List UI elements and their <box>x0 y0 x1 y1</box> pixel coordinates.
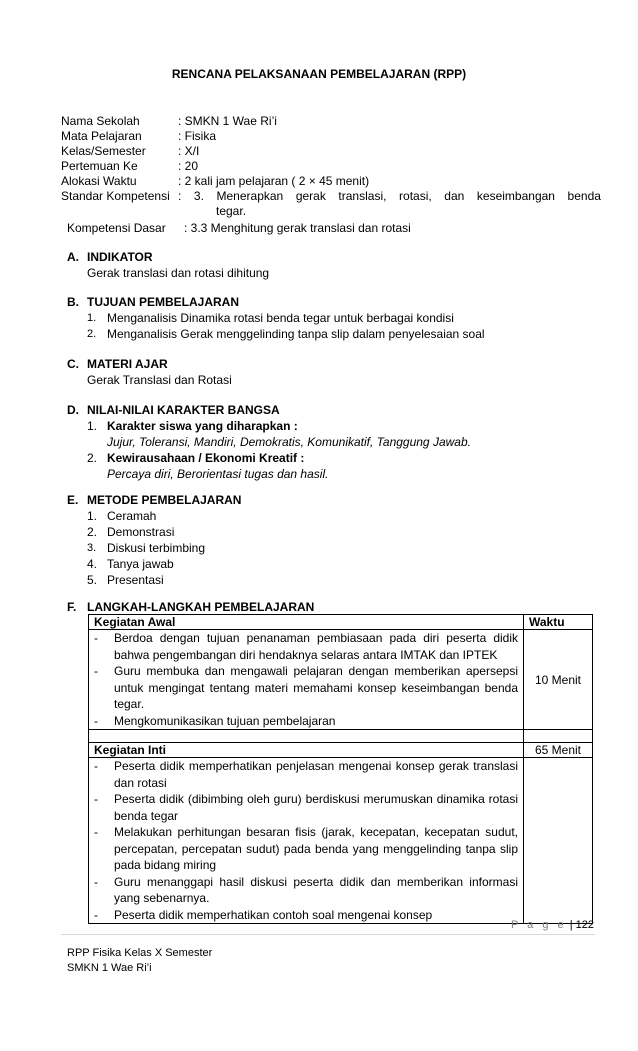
sk-word: : <box>178 189 182 203</box>
list-item <box>87 450 607 482</box>
activity-item <box>94 907 518 924</box>
list-text: Menganalisis Gerak menggelinding tanpa slip dalam penyelesaian soal <box>107 327 485 341</box>
bullet-dash: - <box>94 664 98 678</box>
table-row <box>89 630 593 730</box>
sk-word: Menerapkan <box>216 189 284 203</box>
page-title: RENCANA PELAKSANAAN PEMBELAJARAN (RPP) <box>171 67 467 81</box>
sk-word: gerak <box>295 189 326 203</box>
meta-value: : 2 kali jam pelajaran ( 2 × 45 menit) <box>178 174 370 188</box>
list-item <box>87 310 607 326</box>
section-letter: A. <box>67 250 79 264</box>
section-heading <box>67 402 607 418</box>
list-text: Presentasi <box>107 573 164 587</box>
meta-value: : 3.3 Menghitung gerak translasi dan rotasi <box>184 221 411 235</box>
waktu-header: Waktu <box>524 615 593 630</box>
list-text: Demonstrasi <box>107 525 175 539</box>
meta-value: : 20 <box>178 159 199 173</box>
section-heading <box>67 492 607 508</box>
meta-label: Alokasi Waktu <box>61 174 137 188</box>
meta-row <box>61 144 601 159</box>
list-number: 4. <box>87 557 98 571</box>
list-item <box>87 556 607 572</box>
list-item <box>87 540 607 556</box>
meta-value: : X/I <box>178 144 200 158</box>
activity-text: Melakukan perhitungan besaran fisis (jarak, kecepatan, kecepatan sudut, percepatan, percepatan sudut) pada benda yang menggelinding tanpa slip pada bidang miring <box>114 825 518 872</box>
meta-label: Nama Sekolah <box>61 114 140 128</box>
waktu-cell <box>524 630 593 730</box>
bullet-dash: - <box>94 631 98 645</box>
learning-steps-table <box>88 614 593 924</box>
section-heading <box>67 249 607 265</box>
sk-word: keseimbangan <box>476 189 555 203</box>
section-body: Gerak Translasi dan Rotasi <box>87 373 232 387</box>
activity-item <box>94 824 518 874</box>
meta-value: : SMKN 1 Wae Ri’i <box>178 114 277 128</box>
list-number: 1. <box>87 509 98 523</box>
meta-label: Kelas/Semester <box>61 144 146 158</box>
kegiatan-inti-header: Kegiatan Inti <box>89 743 524 758</box>
standar-kompetensi-line <box>178 189 601 204</box>
table-header-row <box>89 743 593 758</box>
sk-word: dan <box>444 189 465 203</box>
list-number: 1. <box>87 312 97 324</box>
meta-value: : Fisika <box>178 129 217 143</box>
sk-word: benda <box>567 189 601 203</box>
list-item <box>87 572 607 588</box>
kegiatan-awal-header: Kegiatan Awal <box>89 615 524 630</box>
section-heading <box>67 356 607 372</box>
ordered-list <box>67 508 607 588</box>
bullet-dash: - <box>94 792 98 806</box>
bullet-dash: - <box>94 713 98 728</box>
activity-item <box>94 874 518 907</box>
table-spacer-row <box>89 730 593 743</box>
list-text: Ceramah <box>107 509 157 523</box>
section-letter: F. <box>67 600 77 614</box>
meta-label: Pertemuan Ke <box>61 159 138 173</box>
activity-text: Berdoa dengan tujuan penanaman pembiasaan pada diri peserta didik bahwa pengembangan diri hendaknya selaras antara IMTAK dan IPTEK <box>114 631 518 662</box>
list-item <box>87 418 607 450</box>
sk-word: translasi, <box>338 189 387 203</box>
activity-text: Peserta didik (dibimbing oleh guru) berdiskusi merumuskan dinamika rotasi benda tegar <box>114 792 518 823</box>
table-header-row <box>89 615 593 630</box>
table-row <box>89 758 593 924</box>
footer-line-1: RPP Fisika Kelas X Semester <box>67 947 213 959</box>
list-number: 5. <box>87 573 98 587</box>
section-indikator <box>67 249 607 281</box>
standar-kompetensi-row <box>61 189 601 219</box>
activity-text: Mengkomunikasikan tujuan pembelajaran <box>114 713 336 728</box>
list-number: 1. <box>87 419 98 433</box>
section-title: MATERI AJAR <box>87 357 168 371</box>
section-letter: C. <box>67 357 79 371</box>
section-materi <box>67 356 607 388</box>
meta-row <box>61 114 601 129</box>
section-tujuan <box>67 294 607 342</box>
section-heading <box>67 294 607 310</box>
activity-text: Peserta didik memperhatikan penjelasan mengenai konsep gerak translasi dan rotasi <box>114 759 518 790</box>
section-letter: D. <box>67 403 79 417</box>
page-number <box>511 919 594 931</box>
meta-row <box>61 129 601 144</box>
footer <box>67 946 212 976</box>
identity-block <box>61 114 601 236</box>
activity-text: Guru membuka dan mengawali pelajaran dengan memberikan apersepsi untuk mengingat tentang materi memahami konsep keseimbangan benda tegar. <box>114 664 518 711</box>
footer-line-2: SMKN 1 Wae Ri’i <box>67 962 152 974</box>
meta-label: Kompetensi Dasar <box>67 221 166 235</box>
list-number: 2. <box>87 525 98 539</box>
waktu-value: 10 Menit <box>534 672 582 687</box>
meta-value <box>178 189 601 219</box>
page-label: P a g e <box>510 919 567 931</box>
section-metode <box>67 492 607 588</box>
list-text: Jujur, Toleransi, Mandiri, Demokratis, Komunikatif, Tanggung Jawab. <box>107 435 471 449</box>
activity-item <box>94 630 518 663</box>
list-item <box>87 524 607 540</box>
bullet-dash: - <box>94 759 98 773</box>
kegiatan-inti-cell <box>89 758 524 924</box>
section-title: NILAI-NILAI KARAKTER BANGSA <box>87 403 280 417</box>
section-title: INDIKATOR <box>87 250 153 264</box>
standar-kompetensi-cont: tegar. <box>216 204 247 218</box>
section-heading <box>67 599 607 615</box>
list-text: Percaya diri, Berorientasi tugas dan hasil. <box>107 467 329 481</box>
activity-item <box>94 791 518 824</box>
ordered-list <box>67 310 607 342</box>
section-body: Gerak translasi dan rotasi dihitung <box>87 266 270 280</box>
page-num: | 122 <box>569 919 594 931</box>
kompetensi-dasar-row <box>67 221 601 236</box>
list-heading: Kewirausahaan / Ekonomi Kreatif : <box>107 451 305 465</box>
list-heading: Karakter siswa yang diharapkan : <box>107 419 298 433</box>
section-title: LANGKAH-LANGKAH PEMBELAJARAN <box>87 600 315 614</box>
activity-text: Guru menanggapi hasil diskusi peserta didik dan memberikan informasi yang sebenarnya. <box>114 874 518 905</box>
section-letter: E. <box>67 493 79 507</box>
activity-item <box>94 758 518 791</box>
activity-item <box>94 713 518 730</box>
list-number: 2. <box>87 328 97 340</box>
bullet-dash: - <box>94 874 98 889</box>
list-number: 2. <box>87 451 98 465</box>
sk-word: rotasi, <box>399 189 432 203</box>
kegiatan-awal-cell <box>89 630 524 730</box>
activity-item <box>94 663 518 713</box>
meta-label: Standar Kompetensi <box>61 189 170 203</box>
section-karakter <box>67 402 607 482</box>
section-title: TUJUAN PEMBELAJARAN <box>87 295 240 309</box>
list-number: 3. <box>87 542 97 554</box>
activity-text: Peserta didik memperhatikan contoh soal mengenai konsep <box>114 907 433 922</box>
section-langkah <box>67 599 607 615</box>
section-letter: B. <box>67 295 79 309</box>
waktu-cell <box>524 758 593 924</box>
list-item <box>87 326 607 342</box>
sk-word: 3. <box>193 189 204 203</box>
list-text: Diskusi terbimbing <box>107 541 206 555</box>
bullet-dash: - <box>94 825 98 839</box>
ordered-list <box>67 418 607 482</box>
footer-divider <box>61 934 595 935</box>
section-title: METODE PEMBELAJARAN <box>87 493 242 507</box>
meta-row <box>61 174 601 189</box>
list-item <box>87 508 607 524</box>
list-text: Menganalisis Dinamika rotasi benda tegar untuk berbagai kondisi <box>107 311 454 325</box>
meta-row <box>61 159 601 174</box>
bullet-dash: - <box>94 907 98 922</box>
waktu-inti-value: 65 Menit <box>524 743 593 758</box>
meta-label: Mata Pelajaran <box>61 129 142 143</box>
list-text: Tanya jawab <box>107 557 174 571</box>
